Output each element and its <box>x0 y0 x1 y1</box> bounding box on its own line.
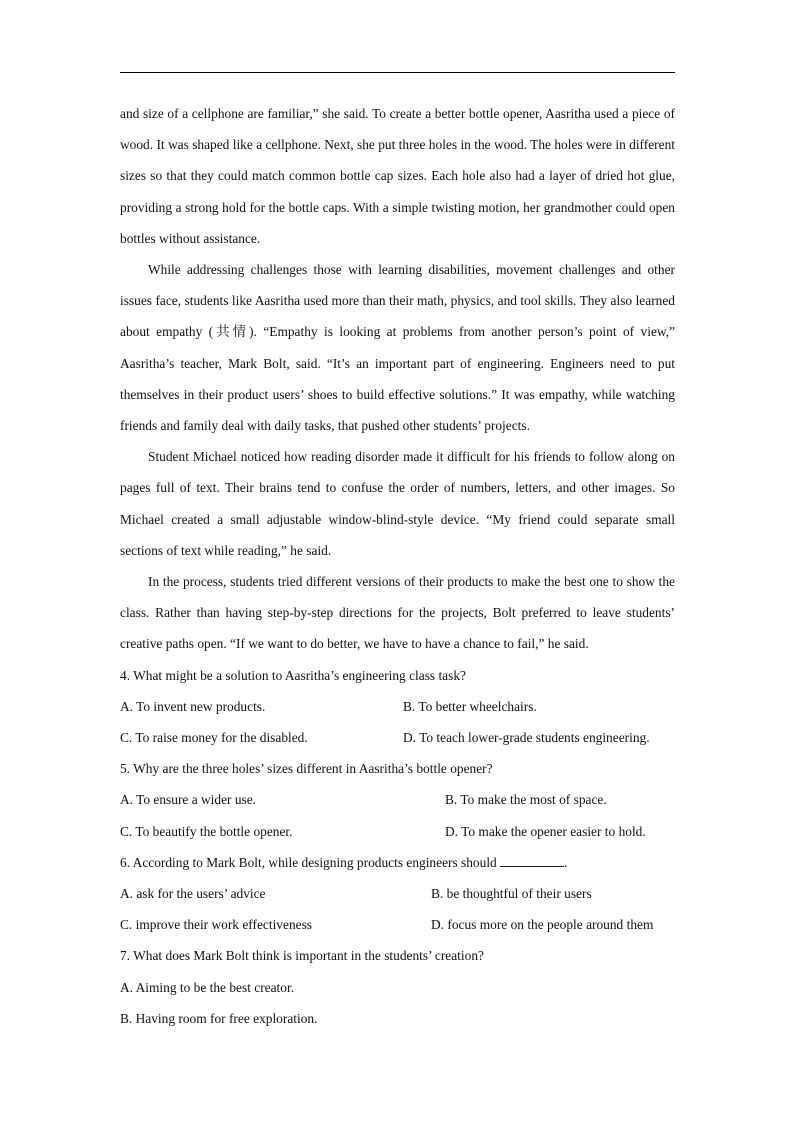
question-6 <box>120 847 675 941</box>
question-5-option-d: D. To make the opener easier to hold. <box>445 823 646 839</box>
question-4-option-d: D. To teach lower-grade students engineering. <box>403 730 650 746</box>
passage-paragraph-2: While addressing challenges those with learning disabilities, movement challenges and other issues face, students like Aasritha used more than their math, physics, and tool skills. They also learned about empathy (共情). “Empathy is looking at problems from another person’s point of view,” Aasritha’s teacher, Mark Bolt, said. “It’s an important part of engineering. Engineers need to put themselves in their product users’ shoes to build effective solutions.” It was empathy, while watching friends and family deal with daily tasks, that pushed other students’ projects. <box>120 262 675 434</box>
passage-paragraph-3: Student Michael noticed how reading disorder made it difficult for his friends to follow along on pages full of text. Their brains tend to confuse the order of numbers, letters, and other images. So Michael created a small adjustable window-blind-style device. “My friend could separate small sections of text while reading,” he said. <box>120 449 675 558</box>
reading-passage <box>120 98 675 660</box>
question-6-stem-end: . <box>564 854 568 870</box>
header-rule <box>120 72 675 73</box>
question-5-option-a: A. To ensure a wider use. <box>120 792 257 808</box>
question-7 <box>120 940 675 1034</box>
question-6-option-d: D. focus more on the people around them <box>431 917 654 933</box>
question-7-option-b: B. Having room for free exploration. <box>120 1010 318 1026</box>
question-4-stem: 4. What might be a solution to Aasritha’s engineering class task? <box>120 667 466 683</box>
question-5-option-c: C. To beautify the bottle opener. <box>120 823 293 839</box>
document-body <box>120 98 675 1034</box>
question-4-option-b: B. To better wheelchairs. <box>403 698 537 714</box>
question-5-option-b: B. To make the most of space. <box>445 792 607 808</box>
question-7-option-a: A. Aiming to be the best creator. <box>120 979 295 995</box>
question-5 <box>120 753 675 847</box>
passage-paragraph-1: and size of a cellphone are familiar,” she said. To create a better bottle opener, Aasritha used a piece of wood. It was shaped like a cellphone. Next, she put three holes in the wood. The holes were in different sizes so that they could match common bottle cap sizes. Each hole also had a layer of dried hot glue, providing a strong hold for the bottle caps. With a simple twisting motion, her grandmother could open bottles without assistance. <box>120 106 675 246</box>
question-4-options-row-1 <box>120 691 675 722</box>
question-6-options-row-1 <box>120 878 675 909</box>
question-7-stem: 7. What does Mark Bolt think is important in the students’ creation? <box>120 948 484 964</box>
question-4-option-a: A. To invent new products. <box>120 698 266 714</box>
answer-blank <box>500 854 564 867</box>
question-5-options-row-1 <box>120 784 675 815</box>
question-4-options-row-2 <box>120 722 675 753</box>
question-5-stem: 5. Why are the three holes’ sizes different in Aasritha’s bottle opener? <box>120 761 493 777</box>
question-6-options-row-2 <box>120 909 675 940</box>
question-4 <box>120 660 675 754</box>
question-6-option-c: C. improve their work effectiveness <box>120 917 312 933</box>
question-6-stem: 6. According to Mark Bolt, while designing products engineers should <box>120 854 497 870</box>
question-5-options-row-2 <box>120 816 675 847</box>
question-6-stem-line <box>120 847 675 878</box>
passage-paragraph-4: In the process, students tried different versions of their products to make the best one to show the class. Rather than having step-by-step directions for the projects, Bolt preferred to leave students’ creative paths open. “If we want to do better, we have to have a chance to fail,” he said. <box>120 574 675 652</box>
question-4-option-c: C. To raise money for the disabled. <box>120 730 308 746</box>
question-6-option-a: A. ask for the users’ advice <box>120 886 266 902</box>
question-6-option-b: B. be thoughtful of their users <box>431 886 592 902</box>
